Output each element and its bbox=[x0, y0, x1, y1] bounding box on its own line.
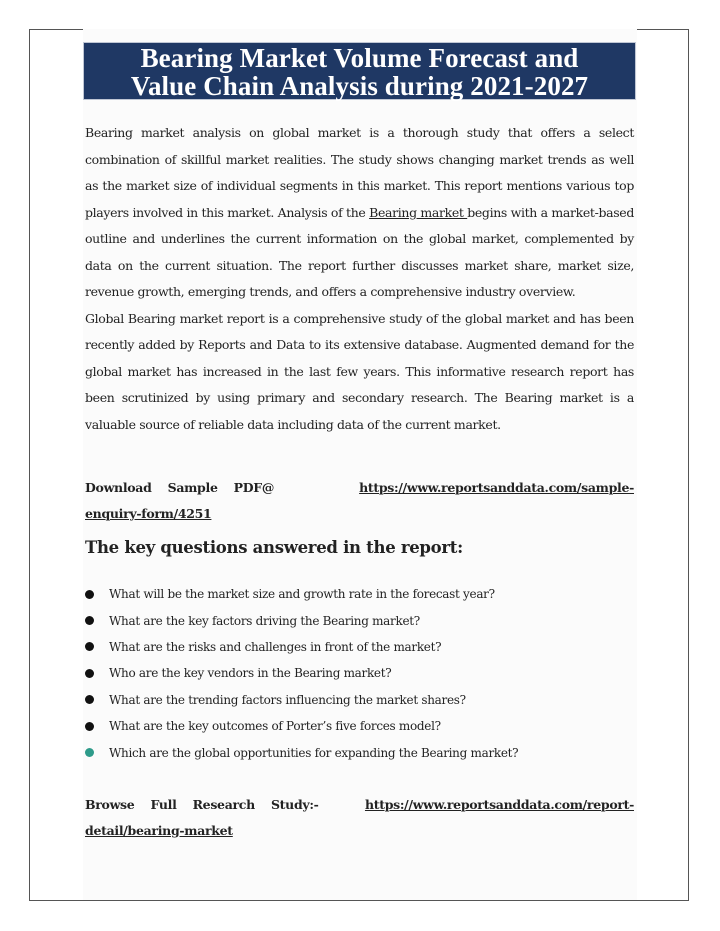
browse-link-part-2[interactable]: detail/bearing-market bbox=[85, 823, 233, 838]
title-line-1: Bearing Market Volume Forecast and bbox=[140, 43, 579, 73]
question-text: What are the trending factors influencing the market shares? bbox=[109, 692, 466, 707]
download-label: Download Sample PDF@ bbox=[85, 480, 275, 495]
list-item bbox=[85, 660, 634, 686]
question-text: What are the key factors driving the Bearing market? bbox=[109, 613, 420, 628]
paragraph-1-text-b: begins with a market-based outline and underlines the current information on the global market, complemented by data on the current situation. The report further discusses market share, market size, revenue growth, emerging trends, and offers a comprehensive industry overview. bbox=[85, 204, 634, 299]
bullet-icon bbox=[85, 695, 94, 704]
questions-heading: The key questions answered in the report: bbox=[85, 538, 463, 557]
intro-paragraphs bbox=[85, 120, 634, 438]
bullet-icon bbox=[85, 669, 94, 678]
bullet-icon bbox=[85, 748, 94, 757]
bearing-market-link[interactable]: Bearing market bbox=[369, 204, 468, 220]
list-item bbox=[85, 713, 634, 739]
list-item bbox=[85, 739, 634, 765]
list-item bbox=[85, 607, 634, 633]
question-text: What are the risks and challenges in front of the market? bbox=[109, 639, 442, 654]
paragraph-2: Global Bearing market report is a comprehensive study of the global market and has been recently added by Reports and Data to its extensive database. Augmented demand for the global market has increased in the last few years. This informative research report has been scrutinized by using primary and secondary research. The Bearing market is a valuable source of reliable data including data of the current market. bbox=[85, 310, 634, 432]
bullet-icon bbox=[85, 722, 94, 731]
bullet-icon bbox=[85, 590, 94, 599]
questions-list bbox=[85, 581, 634, 766]
bullet-icon bbox=[85, 642, 94, 651]
list-item bbox=[85, 581, 634, 607]
download-link-part-1[interactable]: https://www.reportsanddata.com/sample- bbox=[359, 480, 634, 495]
question-text: Who are the key vendors in the Bearing market? bbox=[109, 666, 392, 681]
question-text: What will be the market size and growth rate in the forecast year? bbox=[109, 587, 495, 602]
paragraph-1-text-a: Bearing market analysis on global market is a thorough study that offers a select combination of skillful market realities. The study shows changing market trends as well as the market size of individual segments in this market. This report mentions various top players involved in this market. Analysis of the bbox=[85, 125, 634, 220]
paragraph-1 bbox=[85, 120, 634, 306]
question-text: What are the key outcomes of Porter’s five forces model? bbox=[109, 719, 441, 734]
bullet-icon bbox=[85, 616, 94, 625]
download-link-part-2[interactable]: enquiry-form/4251 bbox=[85, 506, 212, 521]
list-item bbox=[85, 634, 634, 660]
list-item bbox=[85, 687, 634, 713]
download-sample-block bbox=[85, 475, 634, 527]
question-text: Which are the global opportunities for expanding the Bearing market? bbox=[109, 745, 519, 760]
browse-label: Browse Full Research Study:- bbox=[85, 797, 319, 812]
title-line-2: Value Chain Analysis during 2021-2027 bbox=[130, 71, 589, 101]
browse-link-part-1[interactable]: https://www.reportsanddata.com/report- bbox=[364, 797, 634, 812]
page-title bbox=[83, 42, 636, 100]
browse-study-block bbox=[85, 792, 634, 844]
